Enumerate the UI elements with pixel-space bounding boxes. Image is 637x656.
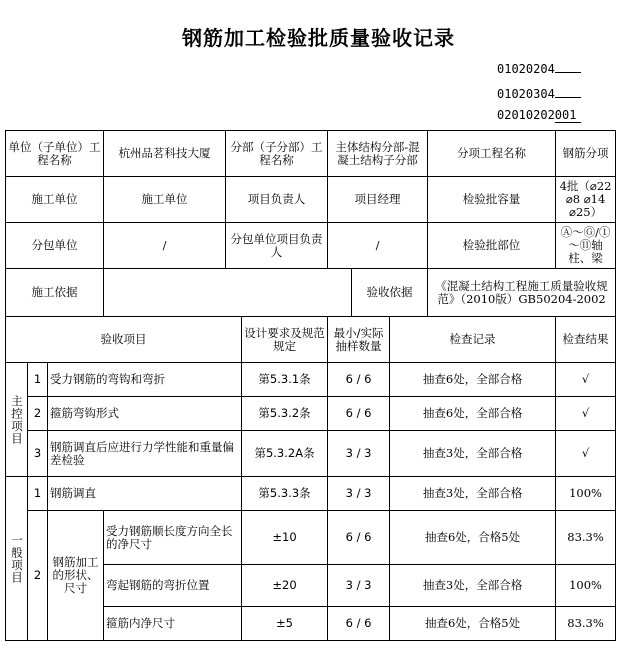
code-base: 02010202 xyxy=(497,108,555,122)
basis-label: 施工依据 xyxy=(6,269,104,317)
sample-min: 3 xyxy=(345,446,353,460)
main-group-label-cell xyxy=(6,363,28,477)
row-spec: 第5.3.3条 xyxy=(242,477,328,511)
row-sample: 3 / 3 xyxy=(328,431,390,477)
unit-value: 杭州品茗科技大厦 xyxy=(104,131,226,177)
row-record: 抽查3处，全部合格 xyxy=(390,431,556,477)
row-sample: 3 / 3 xyxy=(328,565,390,607)
row-result: √ xyxy=(556,397,616,431)
sample-actual: 3 xyxy=(364,446,372,460)
sample-actual: 6 xyxy=(364,616,372,630)
row-spec: 第5.3.1条 xyxy=(242,363,328,397)
row-number: 1 xyxy=(28,477,48,511)
unit-label: 单位（子单位）工程名称 xyxy=(6,131,104,177)
row-result: 83.3% xyxy=(556,511,616,565)
sub-value: / xyxy=(104,223,226,269)
sub-item-name: 弯起钢筋的弯折位置 xyxy=(104,565,242,607)
acceptance-record-table xyxy=(5,130,616,641)
row-spec: ±20 xyxy=(242,565,328,607)
header-row-subcontractor xyxy=(6,223,616,269)
header-row-contractor xyxy=(6,177,616,223)
row-number: 2 xyxy=(28,511,48,641)
row-number: 1 xyxy=(28,363,48,397)
row-result: 100% xyxy=(556,477,616,511)
subunit-label: 分部（子分部）工程名称 xyxy=(226,131,328,177)
part-value: Ⓐ～Ⓖ/①～⑪轴柱、梁 xyxy=(556,223,616,269)
col-record-header: 检查记录 xyxy=(390,317,556,363)
sub-item-name: 箍筋内净尺寸 xyxy=(104,607,242,641)
column-header-row xyxy=(6,317,616,363)
sub-pm-value: / xyxy=(328,223,428,269)
table-row xyxy=(6,397,616,431)
row-sample: 6 / 6 xyxy=(328,397,390,431)
row-result: 83.3% xyxy=(556,607,616,641)
sample-actual: 3 xyxy=(364,578,372,592)
row-sample: 3 / 3 xyxy=(328,477,390,511)
row-item-name: 钢筋加工的形状、尺寸 xyxy=(48,511,104,641)
header-row-basis xyxy=(6,269,616,317)
row-item-name: 受力钢筋的弯钩和弯折 xyxy=(48,363,242,397)
row-item-name: 钢筋调直后应进行力学性能和重量偏差检验 xyxy=(48,431,242,477)
pm-value: 项目经理 xyxy=(328,177,428,223)
row-number: 3 xyxy=(28,431,48,477)
row-record: 抽查6处，全部合格 xyxy=(390,397,556,431)
general-group-label-cell xyxy=(6,477,28,641)
accept-basis-value: 《混凝土结构工程施工质量验收规范》（2010版）GB50204-2002 xyxy=(428,269,616,317)
row-sample: 6 / 6 xyxy=(328,607,390,641)
subunit-value: 主体结构分部-混凝土结构子分部 xyxy=(328,131,428,177)
row-result: √ xyxy=(556,431,616,477)
table-row xyxy=(6,431,616,477)
basis-value xyxy=(104,269,352,317)
table-row xyxy=(6,477,616,511)
code-suffix-blank xyxy=(555,97,581,98)
sample-actual: 6 xyxy=(364,406,372,420)
row-number: 2 xyxy=(28,397,48,431)
row-result: √ xyxy=(556,363,616,397)
row-spec: 第5.3.2A条 xyxy=(242,431,328,477)
row-spec: ±5 xyxy=(242,607,328,641)
main-group-label: 主控项目 xyxy=(10,394,24,445)
table-row xyxy=(6,363,616,397)
code-line-3 xyxy=(497,108,581,123)
code-suffix: 001 xyxy=(555,109,581,123)
col-item-header: 验收项目 xyxy=(6,317,242,363)
row-record: 抽查3处，全部合格 xyxy=(390,477,556,511)
row-item-name: 箍筋弯钩形式 xyxy=(48,397,242,431)
code-base: 01020304 xyxy=(497,87,555,101)
contractor-value: 施工单位 xyxy=(104,177,226,223)
row-spec: ±10 xyxy=(242,511,328,565)
col-spec-header: 设计要求及规范规定 xyxy=(242,317,328,363)
item-label: 分项工程名称 xyxy=(428,131,556,177)
general-group-label: 一般项目 xyxy=(10,533,24,584)
code-line-1 xyxy=(497,62,581,76)
sample-actual: 3 xyxy=(364,486,372,500)
capacity-value: 4批（⌀22 ⌀8 ⌀14 ⌀25） xyxy=(556,177,616,223)
col-result-header: 检查结果 xyxy=(556,317,616,363)
sample-actual: 6 xyxy=(364,372,372,386)
row-record: 抽查6处，全部合格 xyxy=(390,363,556,397)
capacity-label: 检验批容量 xyxy=(428,177,556,223)
sample-min: 6 xyxy=(345,616,353,630)
contractor-label: 施工单位 xyxy=(6,177,104,223)
sample-actual: 6 xyxy=(364,530,372,544)
part-label: 检验批部位 xyxy=(428,223,556,269)
document-title: 钢筋加工检验批质量验收记录 xyxy=(182,26,455,50)
sample-min: 6 xyxy=(345,530,353,544)
sample-min: 6 xyxy=(345,372,353,386)
pm-label: 项目负责人 xyxy=(226,177,328,223)
header-row-unit xyxy=(6,131,616,177)
code-base: 01020204 xyxy=(497,62,555,76)
sample-min: 3 xyxy=(345,578,353,592)
row-record: 抽查6处，合格5处 xyxy=(390,607,556,641)
table-row xyxy=(6,511,616,565)
row-result: 100% xyxy=(556,565,616,607)
sample-min: 6 xyxy=(345,406,353,420)
col-sample-header: 最小/实际抽样数量 xyxy=(328,317,390,363)
item-value: 钢筋分项 xyxy=(556,131,616,177)
sub-item-name: 受力钢筋顺长度方向全长的净尺寸 xyxy=(104,511,242,565)
code-suffix-blank xyxy=(555,72,581,73)
code-line-2 xyxy=(497,87,581,101)
row-record: 抽查6处，合格5处 xyxy=(390,511,556,565)
row-sample: 6 / 6 xyxy=(328,363,390,397)
sample-min: 3 xyxy=(345,486,353,500)
row-sample: 6 / 6 xyxy=(328,511,390,565)
row-spec: 第5.3.2条 xyxy=(242,397,328,431)
accept-basis-label: 验收依据 xyxy=(352,269,428,317)
row-item-name: 钢筋调直 xyxy=(48,477,242,511)
row-record: 抽查3处，全部合格 xyxy=(390,565,556,607)
sub-label: 分包单位 xyxy=(6,223,104,269)
sub-pm-label: 分包单位项目负责人 xyxy=(226,223,328,269)
